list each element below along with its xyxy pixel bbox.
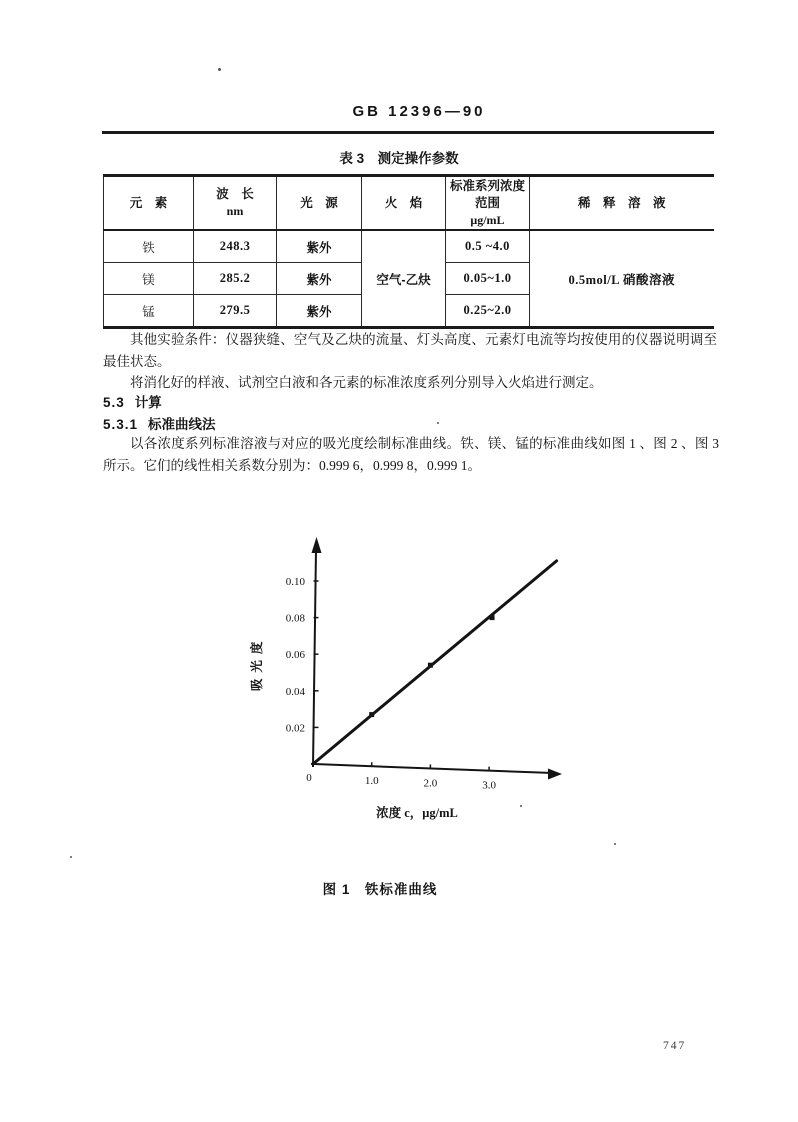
cell-wavelength: 248.3	[194, 230, 277, 263]
cell-flame-merged: 空气-乙炔	[362, 230, 446, 328]
svg-text:1.0: 1.0	[364, 775, 379, 788]
page-number: 747	[663, 1040, 687, 1052]
paragraph-other-conditions: 其他实验条件：仪器狭缝、空气及乙炔的流量、灯头高度、元素灯电流等均按使用的仪器说明调至最佳状态。	[103, 332, 717, 369]
figure-caption: 图 1 铁标准曲线	[322, 882, 438, 897]
svg-text:吸光度: 吸光度	[250, 635, 264, 692]
col-header-wavelength	[194, 176, 277, 231]
cell-conc-range: 0.25~2.0	[446, 295, 530, 328]
col-header-flame: 火 焰	[362, 176, 446, 231]
standard-number-header: GB 12396—90	[352, 103, 486, 120]
cell-element: 铁	[104, 230, 194, 263]
paragraph-measurement: 将消化好的样液、试剂空白液和各元素的标准浓度系列分别导入火焰进行测定。	[130, 375, 603, 390]
section-5-3-heading	[103, 391, 162, 411]
col-header-conc-range-unit: μg/mL	[470, 212, 505, 227]
section-5-3-1-title: 标准曲线法	[148, 417, 216, 432]
cell-wavelength: 285.2	[194, 263, 277, 295]
header-rule	[102, 131, 714, 134]
scan-speck	[218, 68, 221, 71]
col-header-conc-range-label: 标准系列浓度范围	[449, 179, 525, 210]
section-5-3-number: 5.3	[103, 395, 125, 410]
table-title: 表 3 测定操作参数	[339, 151, 459, 166]
scan-speck	[520, 805, 522, 807]
cell-light-source: 紫外	[277, 295, 362, 328]
section-5-3-title: 计算	[134, 395, 162, 410]
col-header-diluent: 稀 释 溶 液	[530, 176, 714, 231]
col-header-conc-range	[446, 176, 530, 231]
table-row	[104, 230, 714, 263]
section-5-3-1-number: 5.3.1	[103, 417, 139, 432]
table-header-row	[104, 176, 714, 231]
svg-text:浓度 c，μg/mL: 浓度 c，μg/mL	[376, 806, 458, 820]
svg-text:0.06: 0.06	[285, 649, 305, 662]
cell-light-source: 紫外	[277, 230, 362, 263]
cell-light-source: 紫外	[277, 263, 362, 295]
cell-element: 镁	[104, 263, 194, 295]
body-paragraphs	[103, 329, 717, 394]
scan-speck	[614, 843, 616, 845]
cell-diluent-merged: 0.5mol/L 硝酸溶液	[530, 230, 714, 328]
standard-curve-chart	[230, 533, 590, 838]
svg-text:0.04: 0.04	[285, 685, 305, 698]
scan-speck	[70, 856, 72, 858]
col-header-wavelength-unit: nm	[226, 204, 244, 219]
svg-text:0.08: 0.08	[285, 612, 305, 625]
svg-text:0.10: 0.10	[285, 576, 305, 588]
col-header-wavelength-label: 波 长	[216, 187, 254, 202]
svg-text:0.02: 0.02	[285, 722, 305, 735]
section-5-3-1-body: 以各浓度系列标准溶液与对应的吸光度绘制标准曲线。铁、镁、锰的标准曲线如图 1 、图 2 、图 3 所示。它们的线性相关系数分别为：0.999 6，0.999 8，0.999 1。	[103, 436, 719, 473]
cell-conc-range: 0.05~1.0	[446, 263, 530, 295]
svg-text:0: 0	[306, 772, 312, 784]
col-header-light-source: 光 源	[277, 176, 362, 231]
col-header-element: 元 素	[104, 176, 194, 231]
svg-text:3.0: 3.0	[482, 779, 496, 792]
scan-speck	[437, 422, 439, 424]
svg-text:2.0: 2.0	[423, 777, 438, 790]
cell-element: 锰	[104, 295, 194, 328]
cell-conc-range: 0.5 ~4.0	[446, 230, 530, 263]
cell-wavelength: 279.5	[194, 295, 277, 328]
section-5-3-1-heading	[103, 413, 216, 433]
measurement-parameters-table	[103, 174, 714, 329]
